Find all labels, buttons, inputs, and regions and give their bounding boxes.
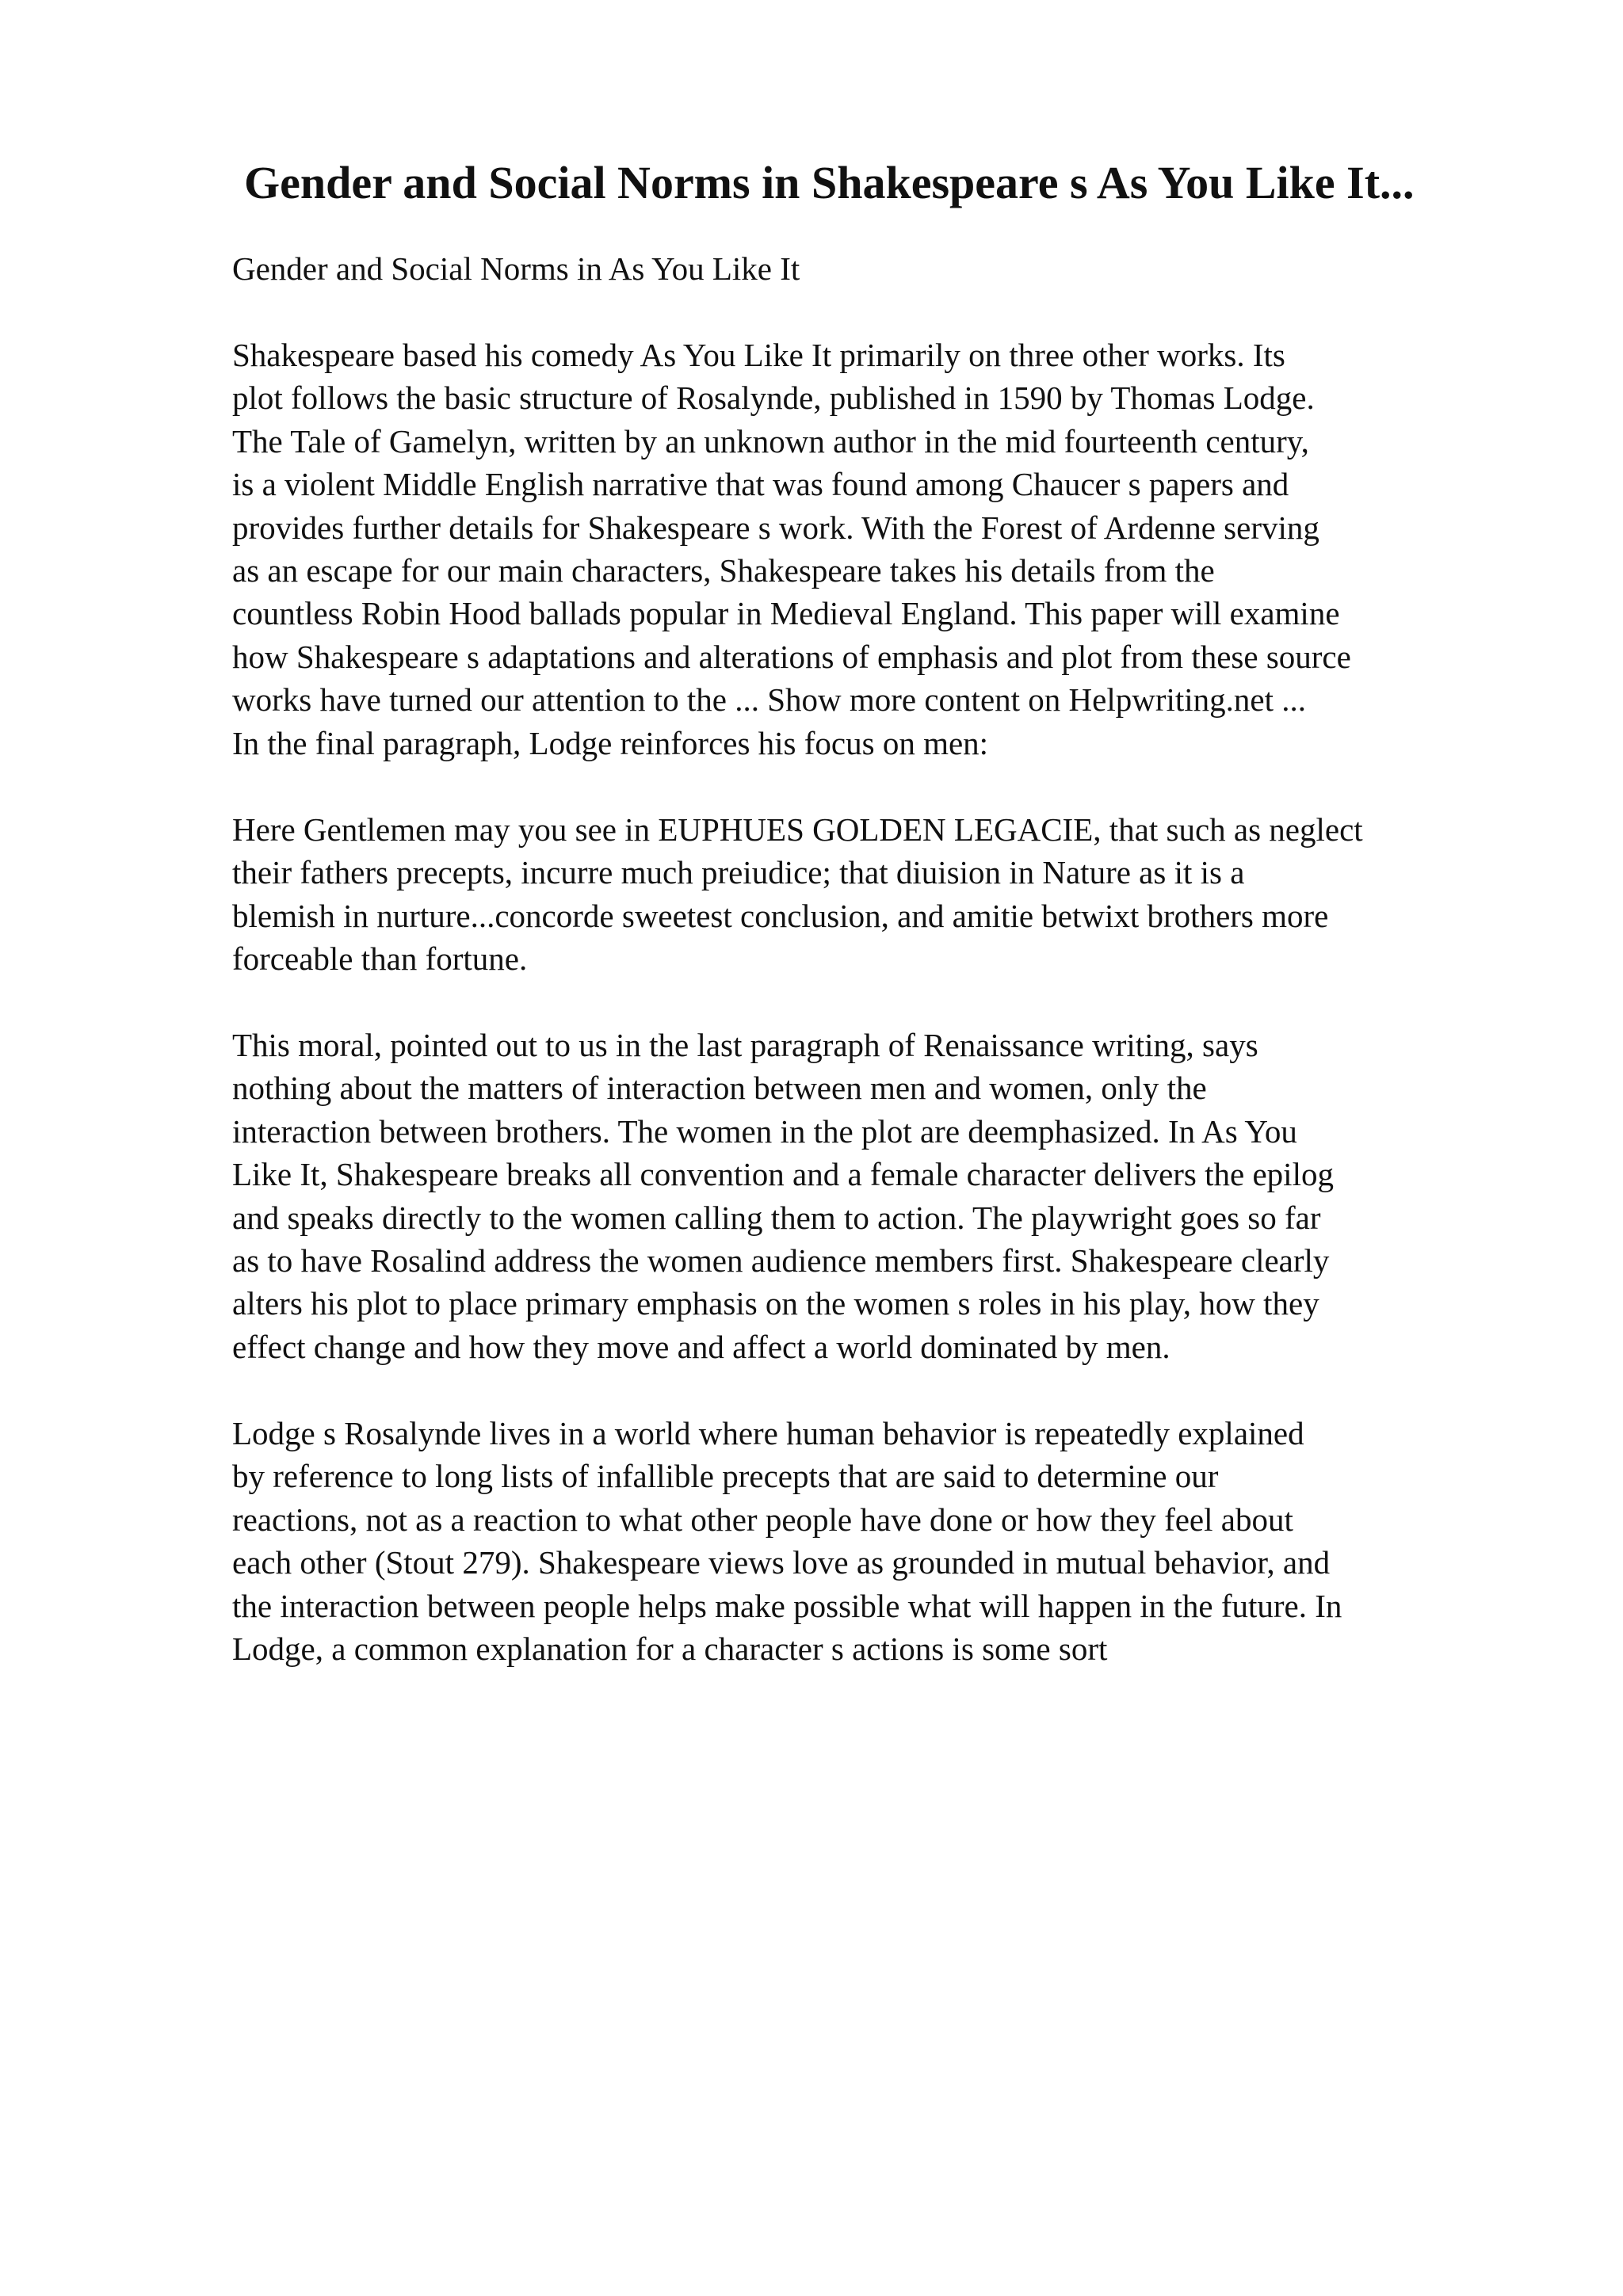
paragraph-4 (232, 1412, 1342, 1670)
text-line: plot follows the basic structure of Rosalynde, published in 1590 by Thomas Lodge. (232, 379, 1315, 417)
text-line: The Tale of Gamelyn, written by an unknown author in the mid fourteenth century, (232, 422, 1309, 460)
text-line: countless Robin Hood ballads popular in Medieval England. This paper will examine (232, 595, 1340, 632)
text-line: as an escape for our main characters, Shakespeare takes his details from the (232, 552, 1215, 589)
text-line: and speaks directly to the women calling them to action. The playwright goes so far (232, 1199, 1321, 1236)
text-line: how Shakespeare s adaptations and alterations of emphasis and plot from these source (232, 638, 1351, 675)
text-line: works have turned our attention to the ... Show more content on Helpwriting.net ... (232, 681, 1307, 719)
text-line: Lodge s Rosalynde lives in a world where human behavior is repeatedly explained (232, 1415, 1304, 1451)
text-line: alters his plot to place primary emphasis on the women s roles in his play, how they (232, 1285, 1319, 1322)
text-line: Like It, Shakespeare breaks all convention and a female character delivers the epilog (232, 1156, 1334, 1193)
text-line: is a violent Middle English narrative that was found among Chaucer s papers and (232, 466, 1289, 503)
text-line: by reference to long lists of infallible precepts that are said to determine our (232, 1458, 1219, 1495)
text-line: each other (Stout 279). Shakespeare views love as grounded in mutual behavior, and (232, 1544, 1331, 1581)
text-line: reactions, not as a reaction to what other people have done or how they feel about (232, 1501, 1293, 1538)
text-line: blemish in nurture...concorde sweetest conclusion, and amitie betwixt brothers more (232, 897, 1329, 934)
text-line: Shakespeare based his comedy As You Like It primarily on three other works. Its (232, 337, 1285, 373)
text-line: their fathers precepts, incurre much preiudice; that diuision in Nature as it is a (232, 854, 1245, 891)
text-line: as to have Rosalind address the women audience members first. Shakespeare clearly (232, 1242, 1330, 1280)
paragraph-3 (232, 1024, 1334, 1368)
document-title: Gender and Social Norms in Shakespeare s As You Like It... (244, 157, 1415, 208)
paragraph-2-quote (232, 808, 1363, 981)
paragraph-1 (232, 334, 1351, 765)
document-subtitle: Gender and Social Norms in As You Like It (232, 250, 800, 287)
text-line: provides further details for Shakespeare s work. With the Forest of Ardenne serving (232, 509, 1319, 546)
text-line: Here Gentlemen may you see in EUPHUES GOLDEN LEGACIE, that such as neglect (232, 811, 1363, 848)
text-line: nothing about the matters of interaction between men and women, only the (232, 1070, 1207, 1107)
text-line: In the final paragraph, Lodge reinforces his focus on men: (232, 724, 989, 761)
text-line: interaction between brothers. The women in the plot are deemphasized. In As You (232, 1112, 1297, 1150)
text-line: forceable than fortune. (232, 940, 528, 978)
text-line: Lodge, a common explanation for a character s actions is some sort (232, 1630, 1108, 1668)
text-line: the interaction between people helps make possible what will happen in the future. In (232, 1587, 1342, 1624)
text-line: effect change and how they move and affect a world dominated by men. (232, 1328, 1170, 1365)
text-line: This moral, pointed out to us in the last paragraph of Renaissance writing, says (232, 1027, 1258, 1063)
